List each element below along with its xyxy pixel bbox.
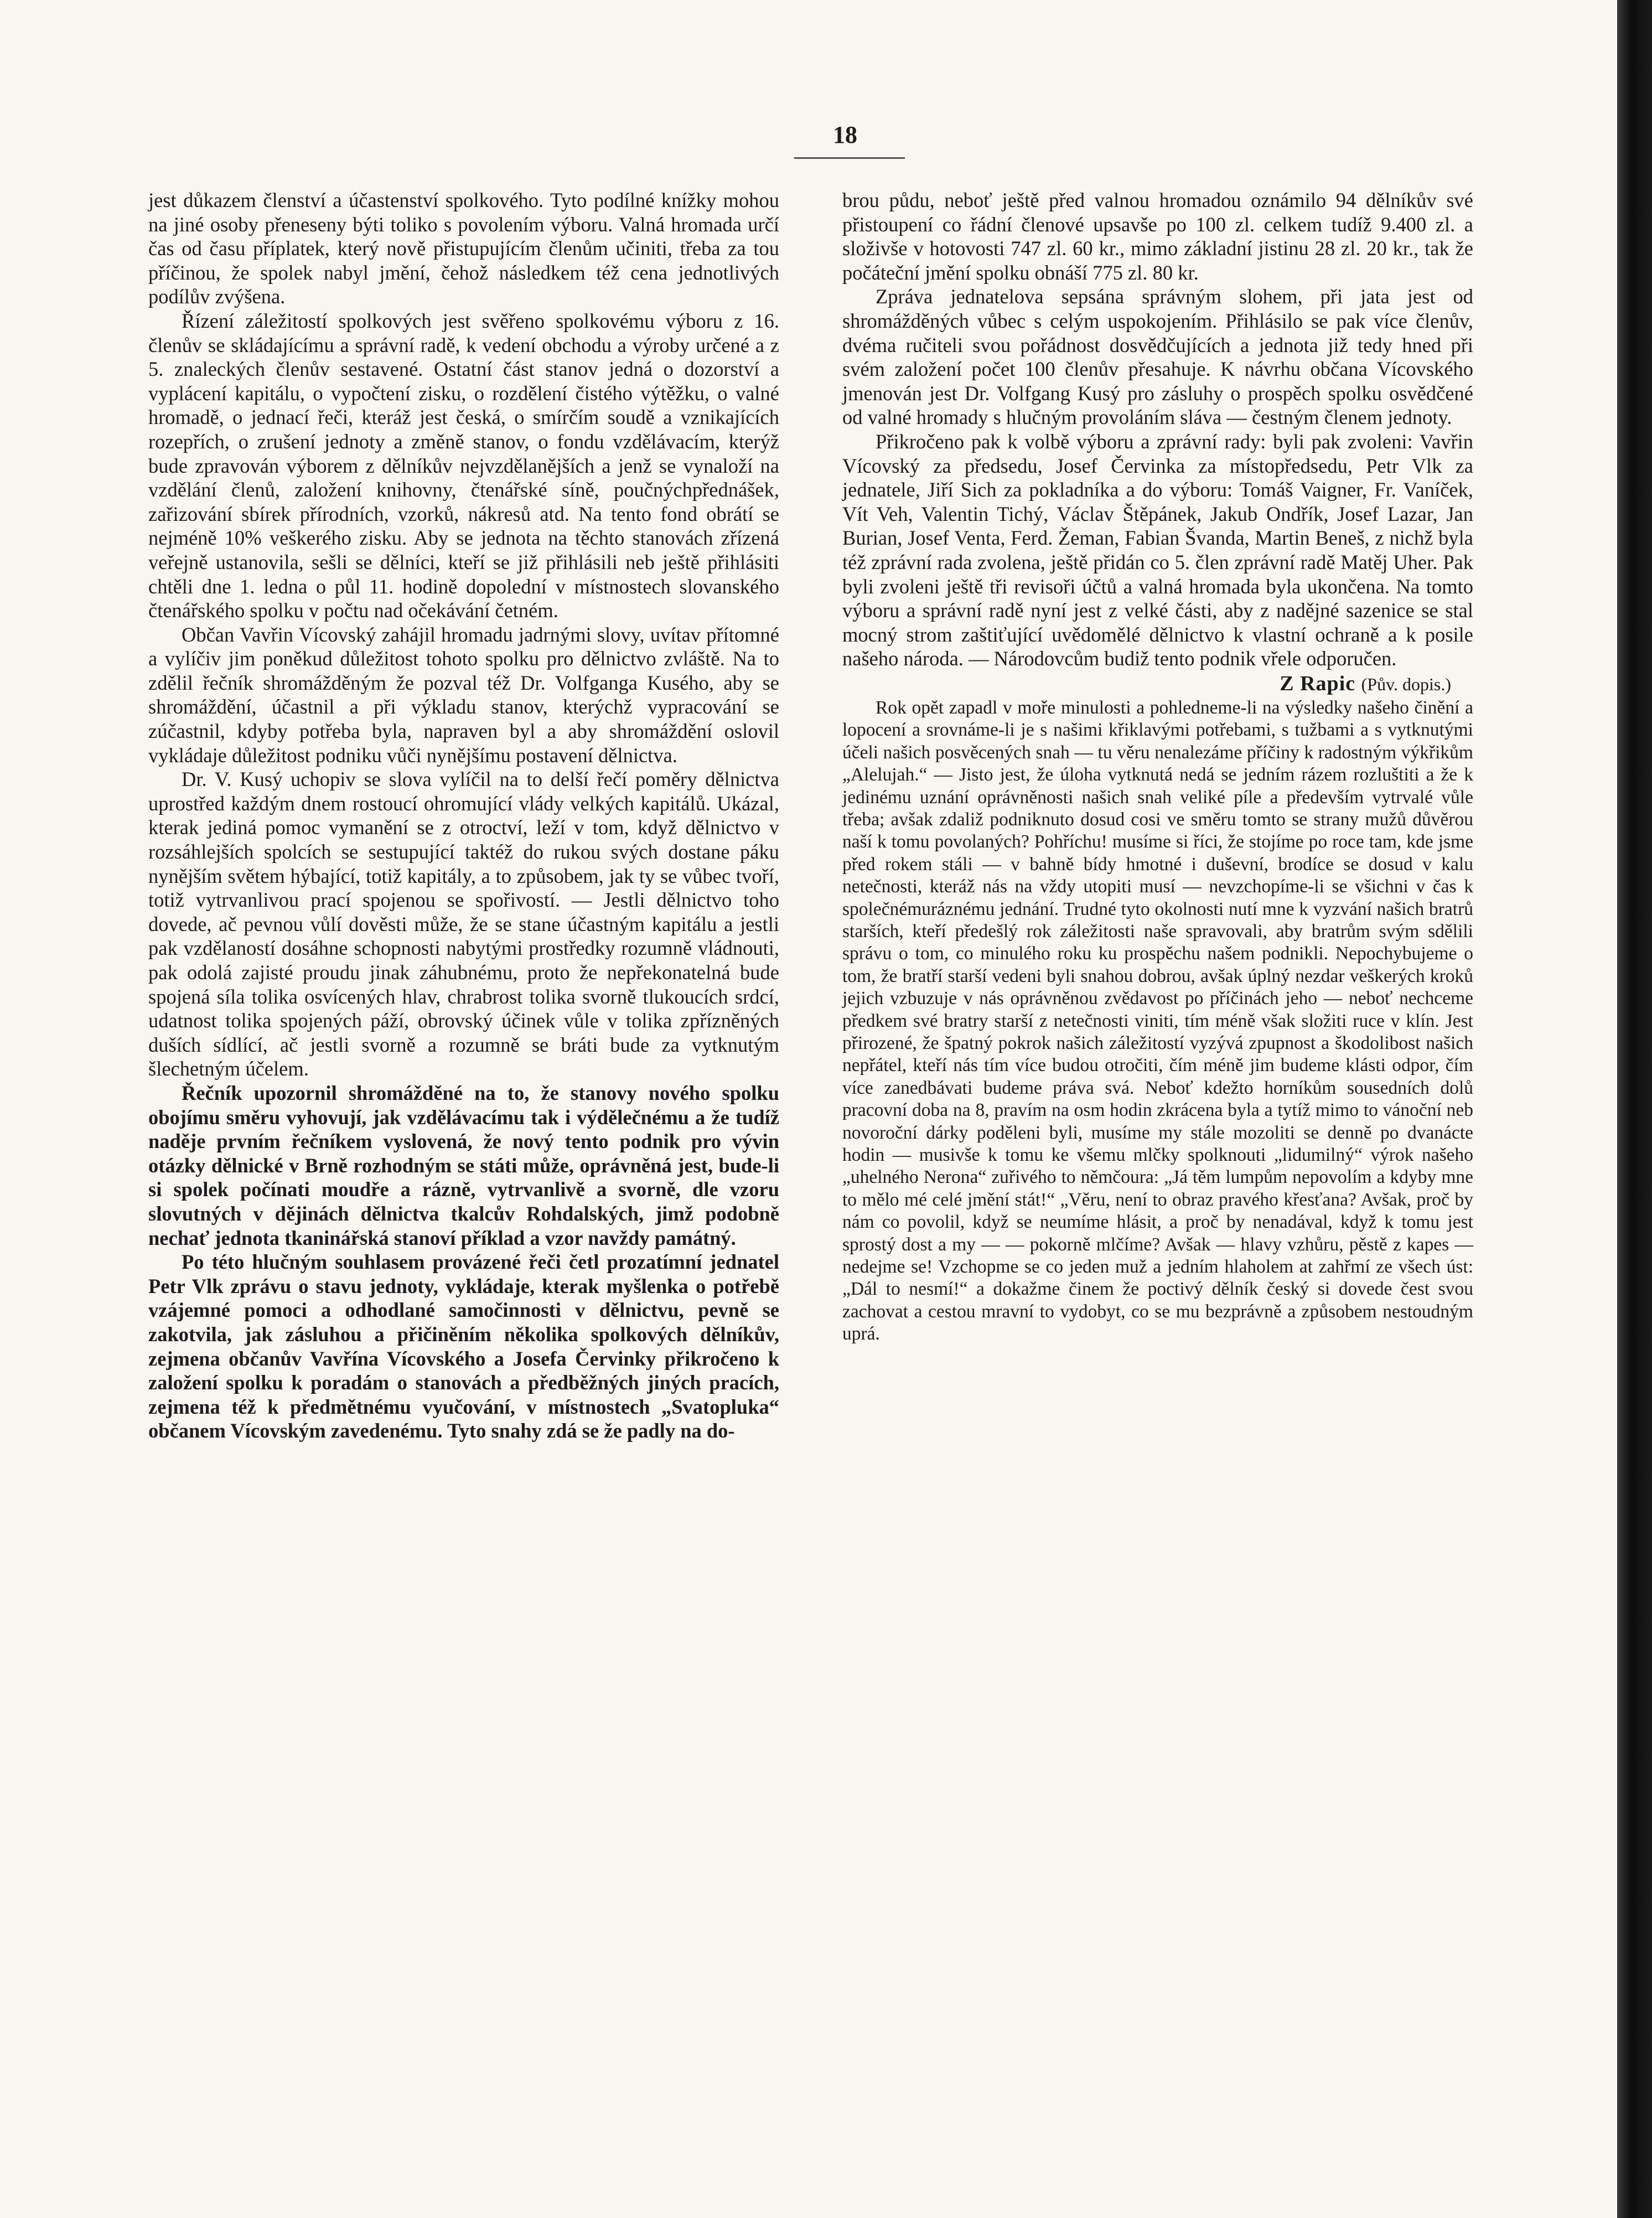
left-column <box>148 188 779 1443</box>
section-subtitle: (Pův. dopis.) <box>1361 674 1451 694</box>
section-title: Z Rapic <box>1280 671 1356 695</box>
left-paragraph-1: jest důkazem členství a účastenství spolkového. Tyto podílné knížky mohou na jiné osoby přeneseny býti toliko s povolením výboru. Valná hromada určí čas od času příplatek, který nově přistupujícím členům učiniti, třeba za tou příčinou, že spolek nabyl jmění, čehož následkem též cena jednotlivých podílův zvýšena. <box>148 189 779 308</box>
left-paragraph-3: Občan Vavřin Vícovský zahájil hromadu jadrnými slovy, uvítav přítomné a vylíčiv jim poněkud důležitost tohoto spolku pro dělnictvo zvláště. Na to zdělil řečník shromážděným že pozval též Dr. Volfganga Kusého, aby se shromáždění, účastnil a při výkladu stanov, kterýchž vypracování se zúčastnil, kdyby potřeba byla, napraven byl a aby shromáždění oslovil vykládaje důležitost podniku vůči nynějšímu postavení dělnictva. <box>148 623 779 767</box>
left-paragraph-2: Řízení záležitostí spolkových jest svěřeno spolkovému výboru z 16. členův se skládajícímu a správní radě, k vedení obchodu a výroby určené a z 5. znaleckých členův sestavené. Ostatní část stanov jedná o dozorství a vyplácení kapitálu, o vypočtení zisku, o rozdělení čistého výtěžku, o valné hromadě, o jednací řeči, kteráž jest česká, o smírčím soudě a vznikajících rozepřích, o zrušení jednoty a změně stanov, o fondu vzdělávacím, kterýž bude zpravován výborem z dělníkův nejvzdělanějších a jenž se vynaloží na vzdělání členů, založení knihovny, čtenářské síně, poučnýchpřednášek, zařizování sbírek přírodních, vzorků, nákresů atd. Na tento fond obrátí se nejméně 10% veškerého zisku. Aby se jednota na těchto stanovách zřízená veřejně ustanovila, sešli se dělníci, kteří se již přihlásili neb ještě přihlásiti chtěli dne 1. ledna o půl 11. hodině dopolední v místnostech slovanského čtenářského spolku v počtu nad očekávání četném. <box>148 309 779 622</box>
left-paragraph-4: Dr. V. Kusý uchopiv se slova vylíčil na to delší řečí poměry dělnictva uprostřed každým dnem rostoucí ohromující vlády velkých kapitálů. Ukázal, kterak jediná pomoc vymanění se z otroctví, leží v tom, když dělnictvo v rozsáhlejších spolcích se sestupující taktéž do rukou svých dostane páku nynějším světem hýbající, totiž kapitály, a to způsobem, jak ty se vůbec tvoří, totiž vytrvanlivou prací spojenou se spořivostí. — Jestli dělnictvo toho dovede, ač pevnou vůlí dověsti může, že se stane účastným kapitálu a jestli pak vzdělaností dosáhne schopnosti nabytými prostředky rozumně vládnouti, pak odolá zajisté proudu jinak záhubnému, proto že nepřekonatelná bude spojená síla tolika osvícených hlav, chrabrost tolika svorně tlukoucích srdcí, udatnost tolika spojených páží, obrovský účinek vůle v tolika zpřízněných duších sídlící, ač jestli svorně a rozumně se bráti bude za vytknutým šlechetným účelem. <box>148 768 779 1080</box>
right-paragraph-1: brou půdu, neboť ještě před valnou hromadou oznámilo 94 dělníkův své přistoupení co řádní členové upsavše po 100 zl. celkem tudíž 9.400 zl. a složivše v hotovosti 747 zl. 60 kr., mimo základní jistinu 28 zl. 20 kr., tak že počáteční jmění spolku obnáší 775 zl. 80 kr. <box>842 189 1473 284</box>
right-column <box>842 188 1473 1346</box>
header-rule <box>794 157 905 159</box>
scan-edge <box>1617 0 1652 2218</box>
right-paragraph-3: Přikročeno pak k volbě výboru a zprávní rady: byli pak zvoleni: Vavřin Vícovský za předsedu, Josef Červinka za místopředsedu, Petr Vlk za jednatele, Jiří Sich za pokladníka a do výboru: Tomáš Vaigner, Fr. Vaníček, Vít Veh, Valentin Tichý, Václav Štěpánek, Jakub Ondřík, Josef Lazar, Jan Burian, Josef Venta, Ferd. Žeman, Fabian Švanda, Martin Beneš, z nichž byla též zprávní rada zvolena, ještě přidán co 5. člen zprávní radě Matěj Uher. Pak byli zvoleni ještě tři revisoři účtů a valná hromada byla ukončena. Na tomto výboru a správní radě nyní jest z velké části, aby z nadějné sazenice se stal mocný strom zaštiťující uvědomělé dělnictvo k vlastní ochraně a k posile našeho národa. — Národovcům budiž tento podnik vřele odporučen. <box>842 430 1473 670</box>
page-number: 18 <box>833 121 857 148</box>
section-paragraph-1: Rok opět zapadl v moře minulosti a pohledneme-li na výsledky našeho činění a lopocení a srovnáme-li je s našimi křiklavými potřebami, s tužbami a s vytknutými účeli našich posvěcených snah — tu věru nenalezáme příčiny k radostným výkřikům „Alelujah.“ — Jisto jest, že úloha vytknutá nedá se jedním rázem rozluštiti a že k jedinému uznání oprávněnosti našich snah veliké píle a především vytrvalé vůle třeba; avšak zdaliž podniknuto dosud cosi ve směru tomto se strany mužů důvěrou naší k tomu povolaných? Pohříchu! musíme si říci, že stojíme po roce tam, kde jsme před rokem stáli — v bahně bídy hmotné i duševní, brodíce se dosud v kalu netečnosti, kteráž nás na vždy utopiti musí — nevzchopíme-li se všichni v čas k společnémuráznému jednání. Trudné tyto okolnosti nutí mne k vyzvání našich bratrů starších, kteří předešlý rok záležitosti naše spravovali, aby bratrům svým sdělili správu o tom, co minulého roku ku prospěchu našem podnikli. Nepochybujeme o tom, že bratří starší vedeni byli snahou dobrou, avšak úplný nezdar veškerých kroků jejich vzbuzuje v nás oprávněnou zvědavost po příčinách jeho — neboť nechceme předkem své bratry starší z netečnosti viniti, tím méně však složiti ruce v klín. Jest přirozené, že špatný pokrok našich záležitostí vyzývá zpupnost a škodolibost našich nepřátel, kteří nás tím více budou otročiti, čím méně jim budeme klásti odpor, čím více zanedbávati budeme práva svá. Neboť kdežto horníkům sousedních dolů pracovní doba na 8, pravím na osm hodin zkrácena byla a tytíž mimo to vánoční neb novoroční dárky poděleni byli, musíme my stále mozoliti se denně po dvanácte hodin — musivše k tomu ke všemu mlčky spolknouti „lidumilný“ výrok našeho „uhelného Nerona“ zuřivého to němčoura: „Já těm lumpům nepovolím a kdyby mne to mělo mé celé jmění stát!“ „Věru, není to obraz pravého křesťana? Avšak, proč by nám co povolil, když se neumíme hlásit, a proč by nenadával, když k tomu jest sprostý dost a my — — pokorně mlčíme? Avšak — hlavy vzhůru, pěstě z kapes — nedejme se! Vzchopme se co jeden muž a jedním hlaholem at zahřmí ze všech úst: „Dál to nesmí!“ a dokažme činem že poctivý dělník český si dovede čest svou zachovat a cestou mravní to vydobyt, co se mu bezprávně a způsobem nestoudným uprá. <box>842 697 1473 1345</box>
right-paragraph-2: Zpráva jednatelova sepsána správným slohem, při jata jest od shromážděných vůbec s celým uspokojením. Přihlásilo se pak více členův, dvéma ručiteli svou pořádnost dosvědčujících a jednota již tedy hned při svém založení počet 100 členův přesahuje. K návrhu občana Vícovského jmenován jest Dr. Volfgang Kusý pro zásluhy o prospěch spolku osvědčené od valné hromady s hlučným provoláním sláva — čestným členem jednoty. <box>842 285 1473 429</box>
section-heading <box>842 671 1473 697</box>
left-paragraph-6: Po této hlučným souhlasem provázené řeči četl prozatímní jednatel Petr Vlk zprávu o stavu jednoty, vykládaje, kterak myšlenka o potřebě vzájemné pomoci a odhodlané samočinnosti v dělnictvu, pevně se zakotvila, jak zásluhou a přičiněním několika spolkových dělníkův, zejmena občanův Vavřína Vícovského a Josefa Červinky přikročeno k založení spolku k poradám o stanovách a předběžných jiných pracích, zejmena též k předmětnému vyučování, v místnostech „Svatopluka“ občanem Vícovským zavedenému. Tyto snahy zdá se že padly na do- <box>148 1250 779 1443</box>
left-paragraph-5: Řečník upozornil shromážděné na to, že stanovy nového spolku obojímu směru vyhovují, jak vzdělávacímu tak i výdělečnému a že tudíž naděje prvním řečníkem vyslovená, že nový tento podnik pro vývin otázky dělnické v Brně rozhodným se státi může, oprávněná jest, bude-li si spolek počínati moudře a rázně, vytrvanlivě a svorně, dle vzoru slovutných v dějinách dělnictva tkalcův Rohdalských, jimž podobně nechať jednota tkaninářská stanoví příklad a vzor navždy památný. <box>148 1081 779 1249</box>
